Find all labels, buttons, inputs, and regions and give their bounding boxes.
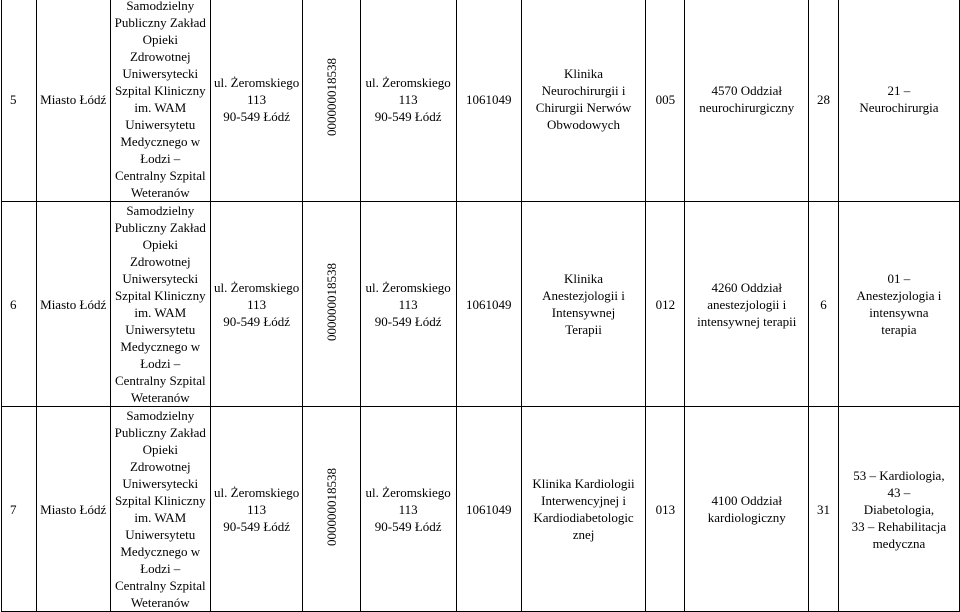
regon-cell — [303, 202, 360, 407]
institution-cell-line: Medycznego w — [120, 544, 201, 559]
beds-cell: 6 — [809, 202, 839, 407]
clinic-cell — [521, 0, 645, 202]
clinic-cell-line: Interwencyjnej i — [541, 493, 626, 508]
unit-number-cell: 013 — [646, 407, 685, 612]
row-number: 5 — [2, 0, 37, 202]
institution-cell-line: Szpital Kliniczny — [114, 288, 206, 303]
department-cell — [685, 407, 809, 612]
unit-address-cell-line: ul. Żeromskiego — [365, 279, 451, 295]
specialty-cell-line: 53 – Kardiologia, — [853, 467, 945, 483]
unit-address-cell-line: 113 — [398, 296, 418, 312]
institution-cell-line: Uniwersytetu — [125, 527, 196, 542]
specialty-cell — [838, 407, 959, 612]
department-cell-line: 4260 Oddział — [711, 279, 782, 295]
department-cell-line: anestezjologii i — [707, 296, 787, 312]
institution-cell — [110, 0, 210, 202]
institution-cell-line: Szpital Kliniczny — [114, 83, 206, 98]
department-cell — [685, 202, 809, 407]
institution-cell-line: Samodzielny — [126, 408, 195, 423]
table-row — [2, 407, 960, 612]
regon-value: 000000018538 — [324, 468, 340, 546]
unit-number-cell: 012 — [646, 202, 685, 407]
institution-cell-line: im. WAM — [134, 305, 187, 320]
address-cell — [210, 407, 302, 612]
institution-cell-line: Medycznego w — [120, 134, 201, 149]
clinic-cell-line: Anestezjologii i — [542, 288, 625, 303]
institution-cell-line: Samodzielny — [126, 0, 195, 13]
specialty-cell-line: 01 – — [887, 271, 911, 286]
institution-cell-line: im. WAM — [134, 100, 187, 115]
institution-cell-line: Centralny Szpital — [114, 578, 206, 593]
specialty-cell-line: Diabetologia, — [863, 501, 935, 517]
beds-cell: 31 — [809, 407, 839, 612]
clinic-cell-line: Obwodowych — [547, 117, 620, 132]
institution-cell-line: im. WAM — [134, 510, 187, 525]
code-cell: 1061049 — [456, 0, 521, 202]
department-cell-line: 4100 Oddział — [711, 493, 782, 508]
clinic-cell-line: Terapii — [565, 322, 602, 337]
institution-cell-line: Szpital Kliniczny — [114, 493, 206, 508]
clinic-cell-line: Intensywnej — [551, 305, 616, 320]
unit-address-cell-line: ul. Żeromskiego — [365, 484, 451, 500]
institution-cell-line: Weteranów — [130, 390, 190, 405]
unit-address-cell — [360, 407, 456, 612]
institution-cell-line: Opieki — [142, 442, 178, 457]
address-cell — [210, 0, 302, 202]
institution-cell-line: Samodzielny — [126, 203, 195, 218]
address-cell-line: 90-549 Łódź — [223, 313, 291, 329]
institution-cell — [110, 407, 210, 612]
unit-address-cell-line: ul. Żeromskiego — [365, 74, 451, 90]
institution-cell-line: Uniwersytecki — [122, 476, 199, 491]
institution-cell-line: Publiczny Zakład — [114, 425, 206, 440]
clinic-cell-line: znej — [572, 527, 595, 542]
unit-address-cell-line: 90-549 Łódź — [374, 313, 442, 329]
city-cell: Miasto Łódź — [36, 407, 110, 612]
address-cell-line: 90-549 Łódź — [223, 518, 291, 534]
clinic-cell-line: Kardiodiabetologic — [533, 510, 634, 525]
address-cell-line: ul. Żeromskiego — [214, 74, 300, 90]
table-row — [2, 202, 960, 407]
address-cell-line: ul. Żeromskiego — [214, 484, 300, 500]
regon-value: 000000018538 — [324, 263, 340, 341]
clinic-cell-line: Klinika Kardiologii — [532, 476, 635, 491]
institution-cell-line: Uniwersytetu — [125, 322, 196, 337]
code-cell: 1061049 — [456, 202, 521, 407]
city-cell: Miasto Łódź — [36, 202, 110, 407]
institution-cell-line: Uniwersytetu — [125, 117, 196, 132]
clinic-cell-line: Chirurgii Nerwów — [535, 100, 632, 115]
institution-cell-line: Centralny Szpital — [114, 168, 206, 183]
specialty-cell-line: 43 – — [887, 484, 911, 500]
department-cell-line: 4570 Oddział — [711, 83, 782, 98]
specialty-cell-line: 21 – — [887, 83, 911, 98]
specialty-cell-line: Anestezjologia i — [856, 288, 942, 303]
department-cell — [685, 0, 809, 202]
clinic-cell — [521, 407, 645, 612]
unit-address-cell-line: 113 — [398, 501, 418, 517]
clinic-cell-line: Neurochirurgii i — [541, 83, 626, 98]
institution-cell-line: Łodzi – — [140, 561, 181, 576]
unit-address-cell — [360, 0, 456, 202]
institution-cell-line: Publiczny Zakład — [114, 220, 206, 235]
institution-cell-line: Centralny Szpital — [114, 373, 206, 388]
regon-cell — [303, 407, 360, 612]
institution-cell-line: Uniwersytecki — [122, 271, 199, 286]
institution-cell-line: Uniwersytecki — [122, 66, 199, 81]
row-number: 7 — [2, 407, 37, 612]
institution-cell-line: Łodzi – — [140, 151, 181, 166]
regon-value: 000000018538 — [324, 58, 340, 136]
specialty-cell-line: terapia — [881, 322, 917, 337]
address-cell-line: 90-549 Łódź — [223, 108, 291, 124]
specialty-cell-line: medyczna — [872, 535, 926, 551]
row-number: 6 — [2, 202, 37, 407]
institution-cell-line: Medycznego w — [120, 339, 201, 354]
department-cell-line: neurochirurgiczny — [699, 100, 795, 115]
clinic-cell — [521, 202, 645, 407]
institution-cell-line: Weteranów — [130, 185, 190, 200]
department-cell-line: kardiologiczny — [707, 510, 786, 525]
unit-address-cell-line: 113 — [398, 91, 418, 107]
institution-cell — [110, 202, 210, 407]
institution-cell-line: Opieki — [142, 32, 178, 47]
city-cell: Miasto Łódź — [36, 0, 110, 202]
institution-cell-line: Zdrowotnej — [129, 49, 191, 64]
unit-number-cell: 005 — [646, 0, 685, 202]
specialty-cell-line: 33 – Rehabilitacja — [851, 518, 947, 534]
address-cell-line: 113 — [247, 91, 267, 107]
institution-cell-line: Zdrowotnej — [129, 254, 191, 269]
clinic-cell-line: Klinika — [564, 271, 604, 286]
address-cell-line: ul. Żeromskiego — [214, 279, 300, 295]
specialty-cell — [838, 202, 959, 407]
unit-address-cell — [360, 202, 456, 407]
address-cell-line: 113 — [247, 501, 267, 517]
unit-address-cell-line: 90-549 Łódź — [374, 108, 442, 124]
beds-cell: 28 — [809, 0, 839, 202]
institution-cell-line: Weteranów — [130, 595, 190, 610]
address-cell — [210, 202, 302, 407]
institution-cell-line: Zdrowotnej — [129, 459, 191, 474]
specialty-cell-line: intensywna — [869, 305, 929, 320]
specialty-cell-line: Neurochirurgia — [859, 100, 939, 115]
clinic-cell-line: Klinika — [564, 66, 604, 81]
department-cell-line: intensywnej terapii — [697, 313, 797, 329]
specialty-cell — [838, 0, 959, 202]
hospital-units-table — [1, 0, 960, 612]
institution-cell-line: Opieki — [142, 237, 178, 252]
regon-cell — [303, 0, 360, 202]
table-row — [2, 0, 960, 202]
unit-address-cell-line: 90-549 Łódź — [374, 518, 442, 534]
address-cell-line: 113 — [247, 296, 267, 312]
institution-cell-line: Łodzi – — [140, 356, 181, 371]
code-cell: 1061049 — [456, 407, 521, 612]
institution-cell-line: Publiczny Zakład — [114, 15, 206, 30]
